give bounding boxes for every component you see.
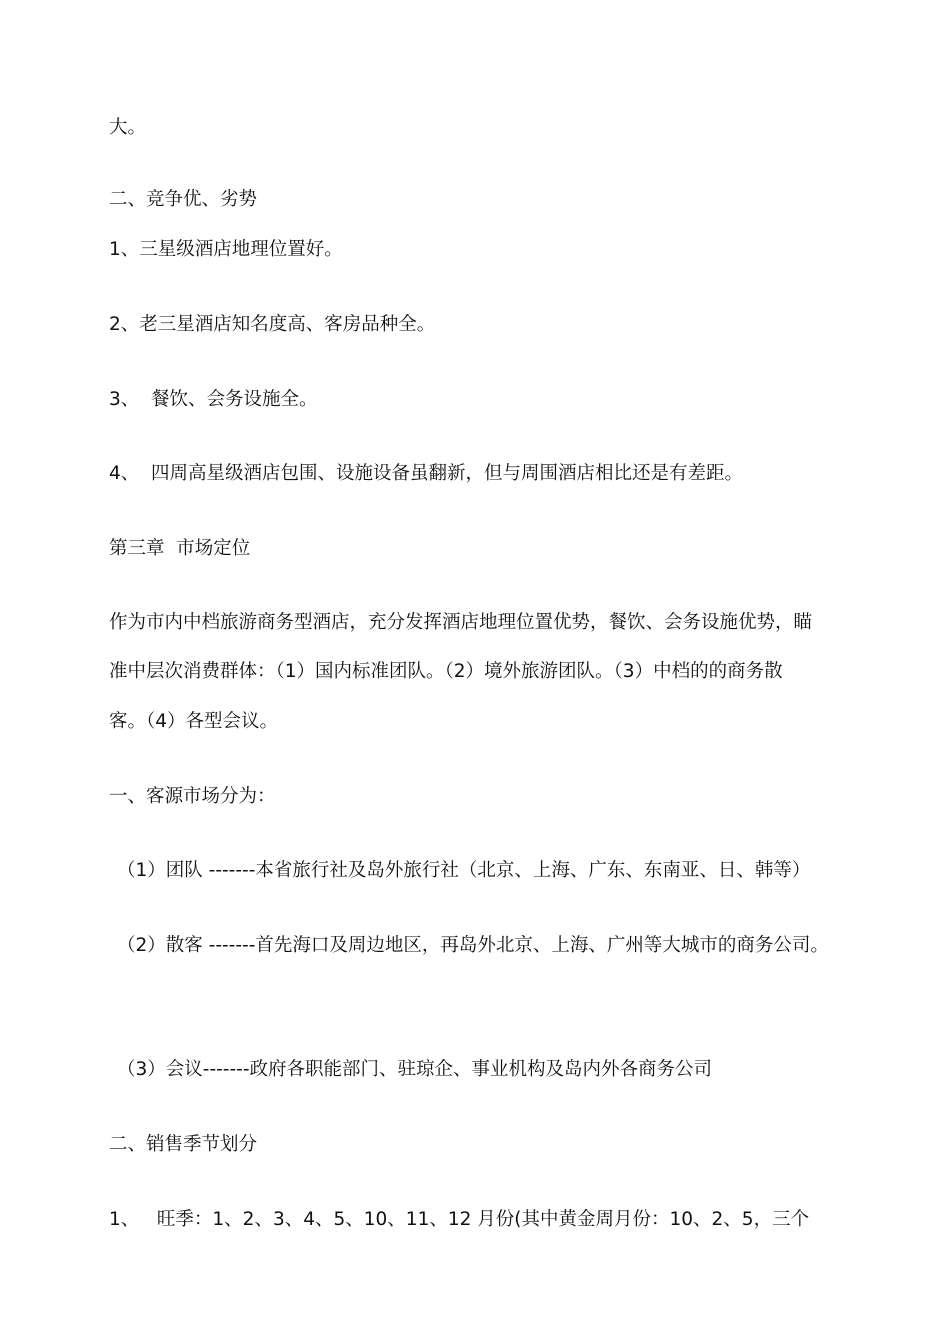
- list-item-3: 3、 餐饮、会务设施全。: [109, 389, 318, 410]
- chapter-heading: 第三章 市场定位: [109, 538, 251, 559]
- section-heading-season: 二、销售季节划分: [109, 1134, 258, 1155]
- list-item-2: 2、老三星酒店知名度高、客房品种全。: [109, 314, 436, 335]
- paragraph-line-3: 客。（4）各型会议。: [109, 711, 279, 732]
- market-item-individual: （2）散客 -------首先海口及周边地区，再岛外北京、上海、广州等大城市的商务公司。: [117, 935, 829, 956]
- market-item-group: （1）团队 -------本省旅行社及岛外旅行社（北京、上海、广东、东南亚、日、韩等）: [117, 860, 811, 881]
- paragraph-line-2: 准中层次消费群体：（1）国内标准团队。（2）境外旅游团队。（3）中档的的商务散: [109, 661, 783, 682]
- season-item-peak: 1、 旺季：1、2、3、4、5、10、11、12 月份(其中黄金周月份：10、2、5，三个: [109, 1209, 810, 1230]
- list-item-4: 4、 四周高星级酒店包围、设施设备虽翻新，但与周围酒店相比还是有差距。: [109, 463, 744, 484]
- list-item-1: 1、三星级酒店地理位置好。: [109, 239, 343, 260]
- text-line-continuation: 大。: [109, 117, 147, 138]
- section-heading-market: 一、客源市场分为：: [109, 786, 276, 807]
- paragraph-line-1: 作为市内中档旅游商务型酒店，充分发挥酒店地理位置优势，餐饮、会务设施优势，瞄: [109, 612, 813, 633]
- section-heading-competition: 二、竞争优、劣势: [109, 189, 258, 210]
- market-item-conference: （3）会议-------政府各职能部门、驻琼企、事业机构及岛内外各商务公司: [117, 1059, 713, 1080]
